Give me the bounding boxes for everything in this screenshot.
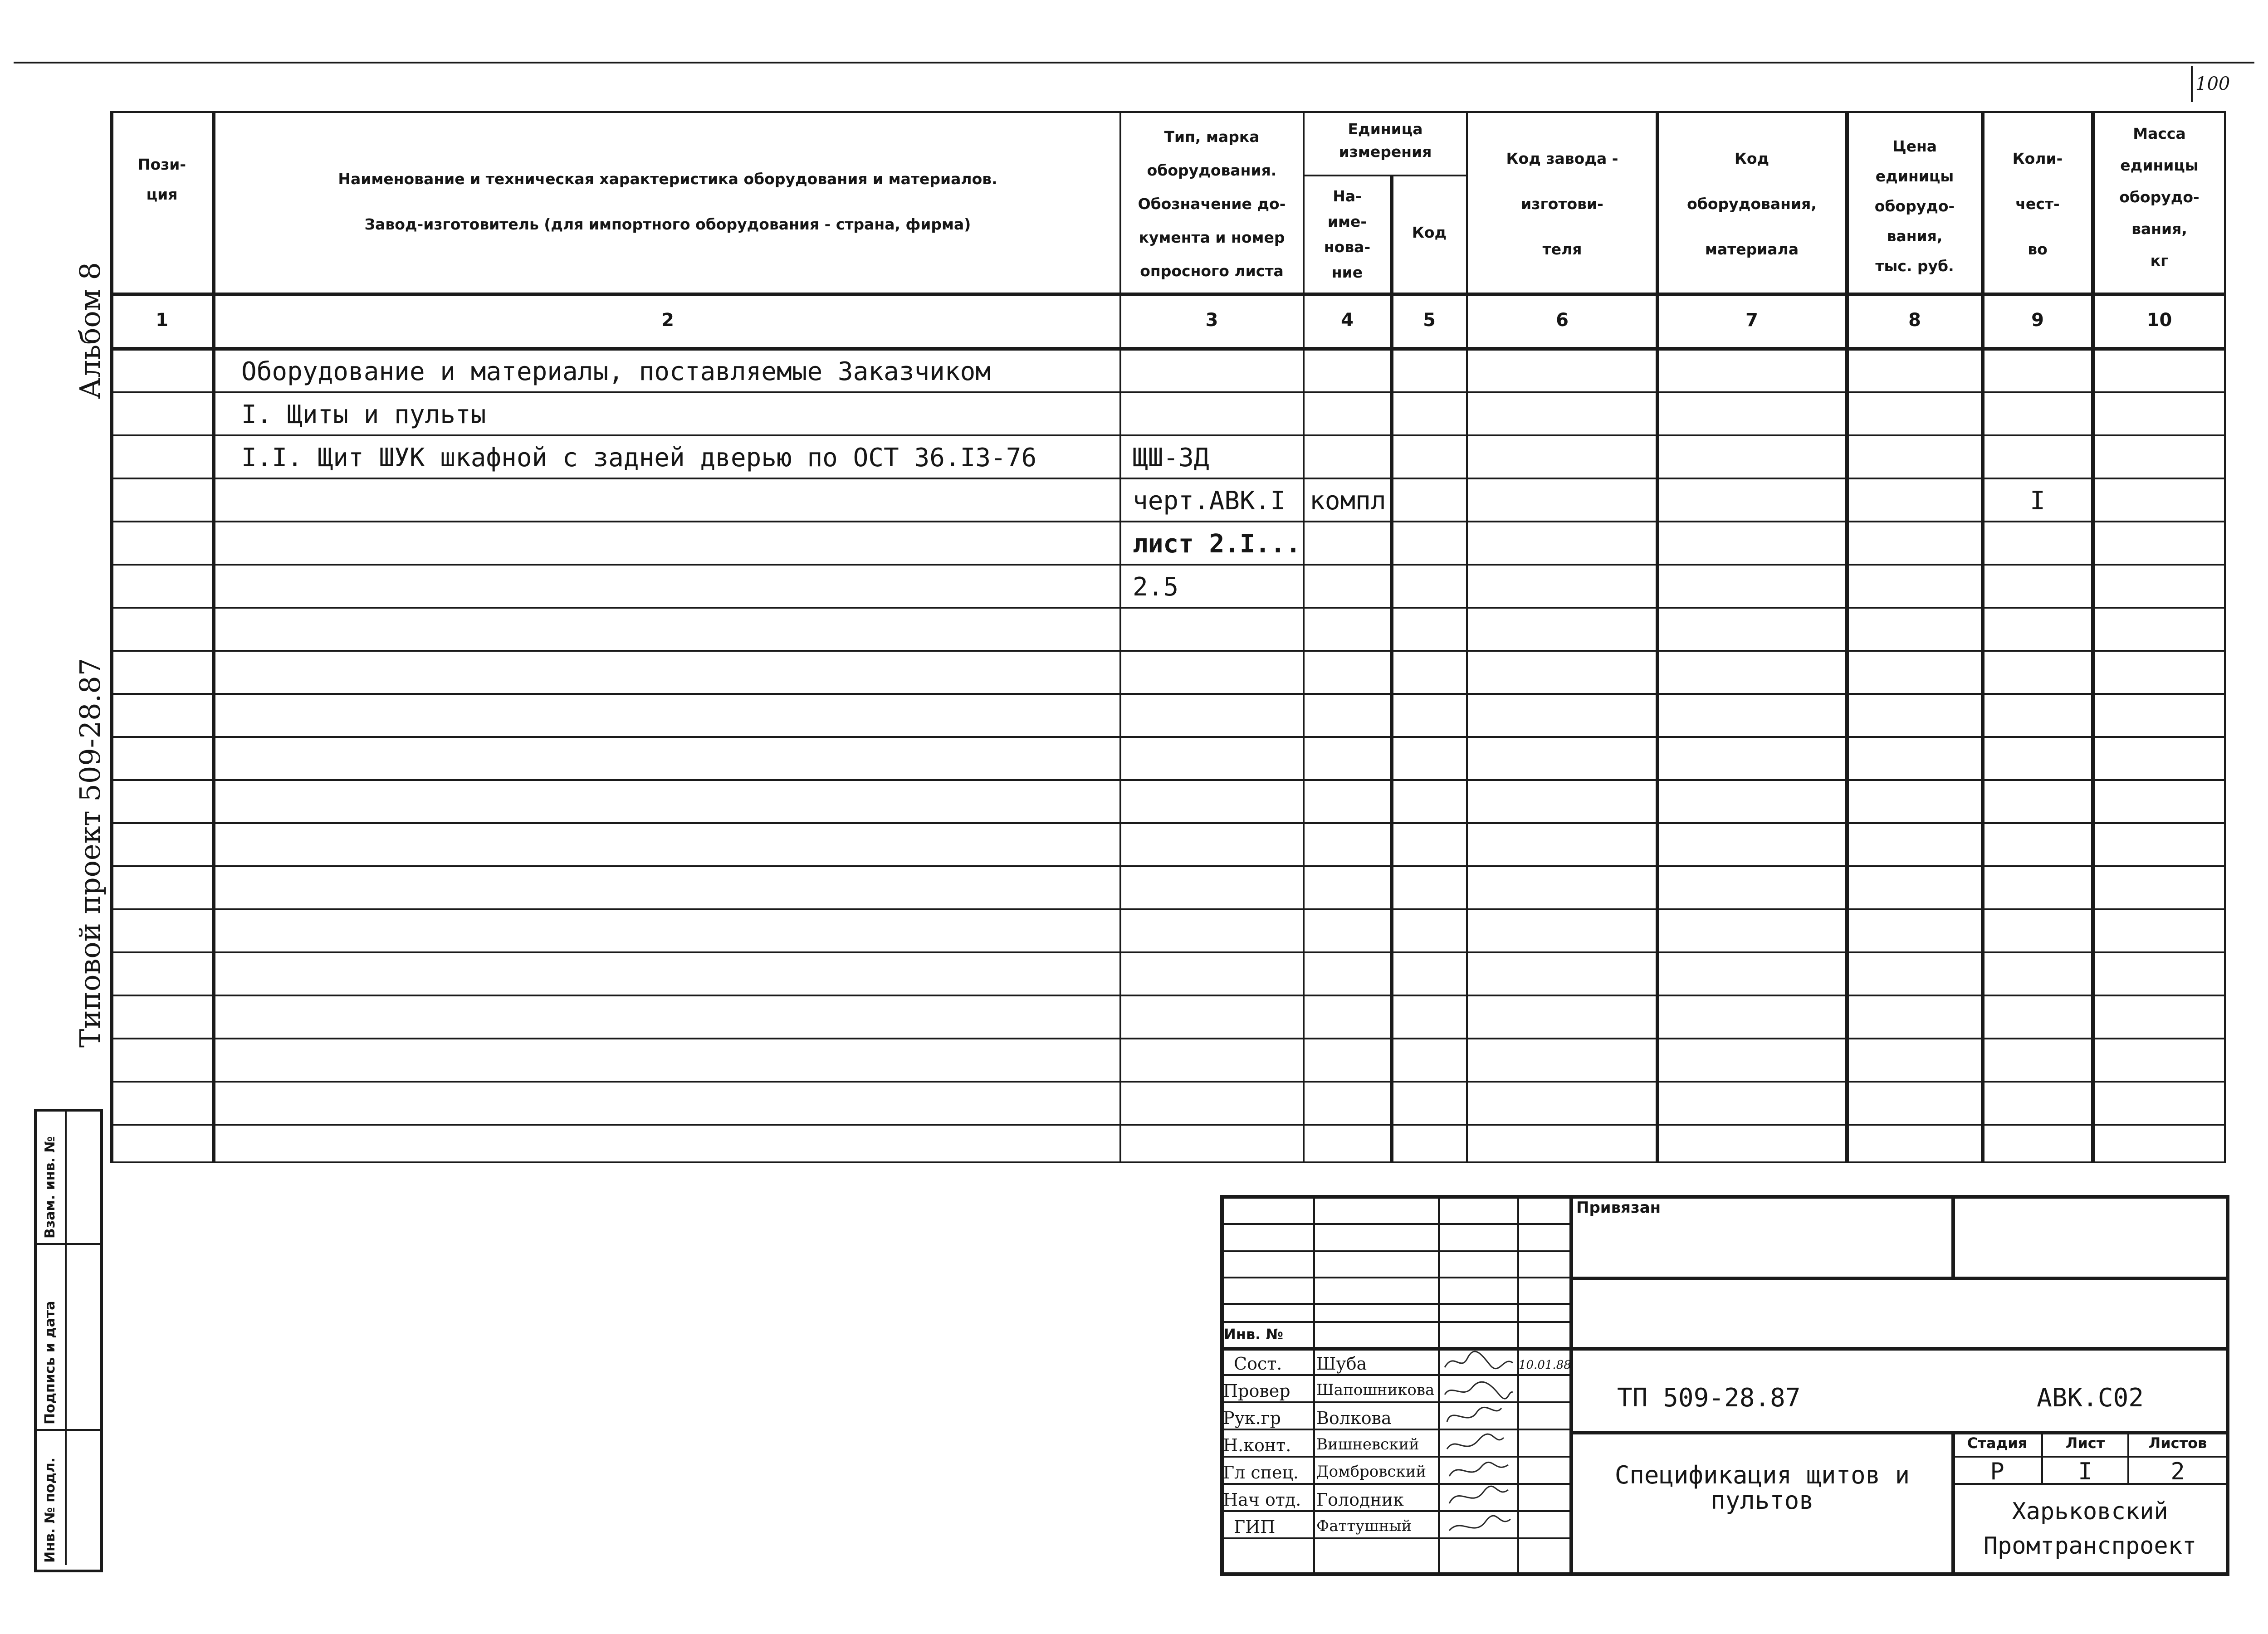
table-right-line	[2224, 111, 2226, 1163]
cell-type: черт.АВК.I	[1133, 486, 1286, 516]
col7-header: Код оборудования, материала	[1687, 150, 1817, 258]
col-number: 10	[2146, 310, 2172, 331]
role-label: Сост.	[1234, 1354, 1282, 1374]
table-row	[110, 395, 2226, 435]
col1-header: Пози- ция	[137, 156, 186, 203]
col9-header: Коли- чест- во	[2012, 150, 2063, 258]
doc-title: Спецификация щитов и пультов	[1614, 1461, 1910, 1515]
role-label: Провер	[1223, 1381, 1290, 1401]
table-left-line	[110, 111, 113, 1163]
side-stamp-divider	[37, 1429, 100, 1431]
sheet-mark-divider	[2191, 66, 2193, 102]
signature-date-label: Подпись и дата	[42, 1301, 58, 1424]
table-bottom-line	[110, 1161, 2226, 1163]
sheet-value: I	[2078, 1458, 2092, 1485]
col-number: 4	[1341, 310, 1354, 331]
col-number: 9	[2031, 310, 2044, 331]
table-row	[110, 438, 2226, 478]
col-sep	[1466, 111, 1468, 1163]
album-label: Альбом 8	[73, 262, 107, 399]
role-label: Рук.гр	[1223, 1408, 1281, 1428]
table-row	[110, 524, 2226, 565]
person-name: Голодник	[1316, 1490, 1404, 1510]
cell-name: I. Щиты и пульты	[241, 400, 486, 429]
col-number: 7	[1745, 310, 1758, 331]
col-number: 3	[1205, 310, 1218, 331]
col5-header: Код	[1412, 224, 1447, 241]
col-number: 5	[1423, 310, 1436, 331]
col10-header: Масса единицы оборудо- вания, кг	[2119, 125, 2200, 269]
person-name: Волкова	[1316, 1408, 1392, 1428]
side-stamp	[34, 1109, 103, 1572]
col-sep	[1845, 111, 1849, 1163]
cell-type: лист 2.I...	[1133, 529, 1301, 559]
organization: Харьковский Промтранспроект	[1983, 1498, 2197, 1560]
inv-no-orig-label: Инв. № подл.	[42, 1457, 58, 1563]
side-stamp-vline	[65, 1112, 67, 1565]
bound-label: Привязан	[1576, 1199, 1661, 1217]
col-sep	[2091, 111, 2095, 1163]
sheet-code: АВК.С02	[2037, 1383, 2144, 1413]
top-border-line	[14, 62, 2254, 63]
person-name: Шапошникова	[1316, 1381, 1435, 1399]
cell-type: ЩШ-ЗД	[1133, 443, 1209, 473]
cell-type: 2.5	[1133, 572, 1179, 602]
role-label: Гл спец.	[1223, 1463, 1299, 1483]
table-row	[110, 351, 2226, 392]
side-stamp-divider	[37, 1243, 100, 1245]
col2-header: Наименование и техническая характеристика оборудования и материалов. Завод-изготовитель (для импортного оборудования - страна, фирма)	[338, 170, 997, 233]
sheets-label: Листов	[2148, 1434, 2207, 1452]
table-row	[110, 481, 2226, 522]
person-name: Фаттушный	[1316, 1517, 1412, 1535]
table-row	[110, 567, 2226, 608]
header-bottom-line	[110, 293, 2226, 296]
table-top-line	[110, 111, 2226, 113]
col-number: 8	[1908, 310, 1921, 331]
person-name: Домбровский	[1316, 1463, 1427, 1481]
col-sep	[1390, 175, 1393, 1163]
doc-code: ТП 509-28.87	[1617, 1383, 1801, 1413]
col-sep	[212, 111, 215, 1163]
unit-group-line	[1303, 175, 1468, 176]
stage-value: Р	[1990, 1458, 2004, 1485]
col-number: 6	[1556, 310, 1569, 331]
col-sep	[1119, 111, 1121, 1163]
col-sep	[1303, 111, 1305, 1163]
col-number: 2	[661, 310, 674, 331]
col-sep	[1656, 111, 1659, 1163]
role-label: Нач отд.	[1223, 1490, 1301, 1510]
cell-name: I.I. Щит ШУК шкафной с задней дверью по ОСТ 36.I3-76	[241, 443, 1037, 473]
replaced-inv-label: Взам. инв. №	[42, 1136, 58, 1239]
role-label: Н.конт.	[1223, 1435, 1291, 1455]
col6-header: Код завода - изготови- теля	[1506, 150, 1618, 258]
cell-qty: I	[2030, 486, 2045, 516]
col4-header: На- име- нова- ние	[1324, 187, 1371, 281]
stage-label: Стадия	[1967, 1434, 2028, 1452]
col-sep	[1981, 111, 1984, 1163]
sheets-value: 2	[2170, 1458, 2185, 1485]
sheet-label: Лист	[2065, 1434, 2105, 1452]
cell-name: Оборудование и материалы, поставляемые Заказчиком	[241, 357, 991, 386]
col3-header: Тип, марка оборудования. Обозначение до- кумента и номер опросного листа	[1138, 128, 1286, 280]
col8-header: Цена единицы оборудо- вания, тыс. руб.	[1874, 137, 1955, 275]
sign-date: 10.01.88	[1519, 1358, 1571, 1372]
sheet-mark: 100	[2195, 73, 2230, 94]
unit-group-header: Единица измерения	[1339, 120, 1432, 161]
col-number: 1	[156, 310, 168, 331]
signatures-icon	[1440, 1349, 1516, 1567]
person-name: Шуба	[1316, 1354, 1367, 1374]
title-block	[1220, 1195, 2229, 1576]
cell-unit: компл	[1310, 486, 1386, 516]
role-label: ГИП	[1234, 1517, 1276, 1537]
inv-label: Инв. №	[1224, 1326, 1283, 1343]
spec-table	[110, 111, 2226, 1163]
person-name: Вишневский	[1316, 1435, 1419, 1454]
project-label: Типовой проект 509-28.87	[73, 658, 107, 1048]
colnum-bottom-line	[110, 347, 2226, 351]
